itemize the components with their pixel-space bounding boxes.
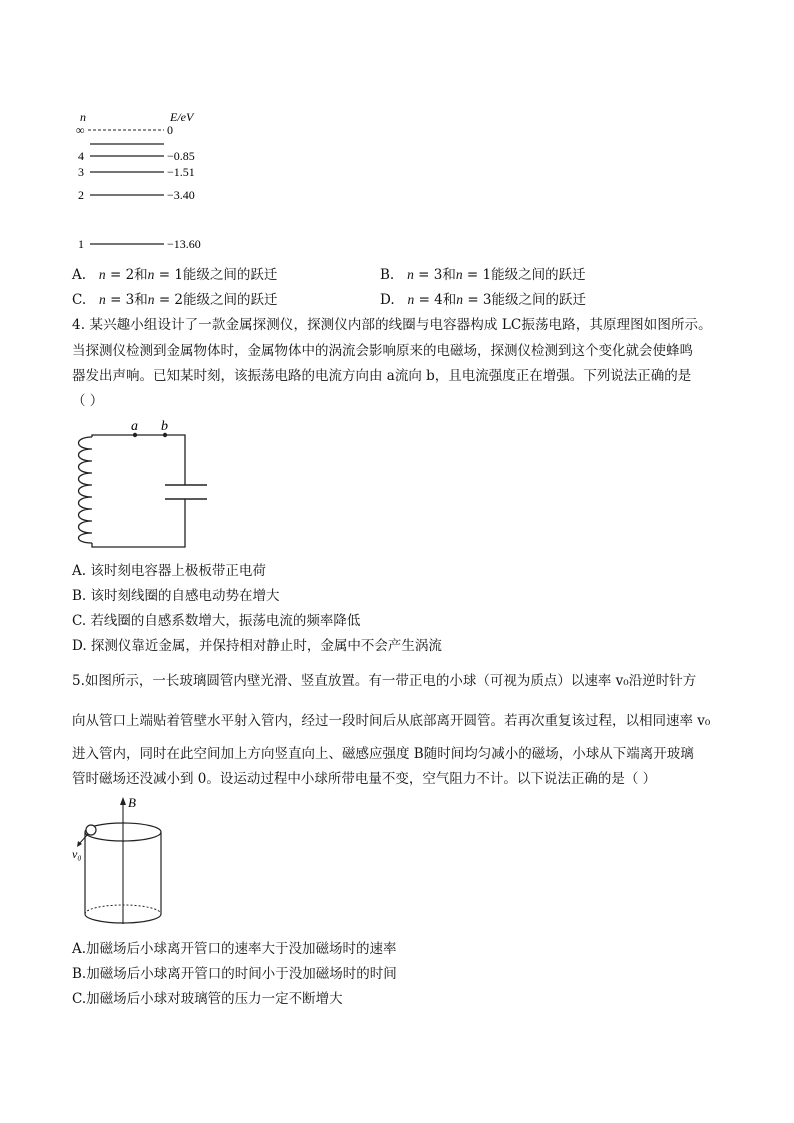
- circuit-wire: [92, 435, 185, 547]
- q4-option-c: C. 若线圈的自感系数增大，振荡电流的频率降低: [72, 613, 361, 629]
- q5-option-a: A.加磁场后小球离开管口的速率大于没加磁场时的速率: [72, 941, 397, 957]
- level-n-inf: ∞: [76, 123, 85, 137]
- q5-option-b: B.加磁场后小球离开管口的时间小于没加磁场时的时间: [72, 966, 397, 982]
- level-e-3: −1.51: [167, 165, 195, 179]
- q4-stem-line3: 器发出声响。已知某时刻，该振荡电路的电流方向由 a流向 b，且电流强度正在增强。下列说法正确的是: [72, 368, 692, 384]
- level-e-inf: 0: [167, 123, 173, 137]
- q4-stem-line4: （ ）: [72, 393, 104, 409]
- level-n-3: 3: [78, 165, 84, 179]
- velocity-label: v₀: [72, 847, 82, 861]
- q4-option-b: B. 该时刻线圈的自感电动势在增大: [72, 588, 280, 604]
- glass-tube-diagram: [70, 792, 180, 932]
- q3-option-d: D. n = 4和n = 3能级之间的跃迁: [380, 292, 587, 308]
- inductor-coil: [79, 437, 93, 543]
- level-n-1: 1: [78, 237, 84, 251]
- q5-stem-line2: 向从管口上端贴着管壁水平射入管内，经过一段时间后从底部离开圆管。若再次重复该过程，以相同速率 v₀: [72, 713, 711, 729]
- level-n-2: 2: [78, 188, 84, 202]
- energy-axis-label: E/eV: [170, 110, 194, 124]
- level-e-2: −3.40: [167, 188, 195, 202]
- level-e-1: −13.60: [167, 237, 201, 251]
- lc-circuit-diagram: [70, 415, 220, 555]
- q5-stem-line3: 进入管内，同时在此空间加上方向竖直向上、磁感应强度 B随时间均匀减小的磁场，小球从下端离开玻璃: [72, 746, 694, 762]
- q4-stem-line1: 4. 某兴趣小组设计了一款金属探测仪，探测仪内部的线圈与电容器构成 LC振荡电路，其原理图如图所示。: [72, 317, 712, 333]
- q5-stem-line1: 5.如图所示，一长玻璃圆管内壁光滑、竖直放置。有一带正电的小球（可视为质点）以速率 v₀沿逆时针方: [72, 673, 697, 689]
- point-a-label: a: [131, 419, 138, 434]
- level-e-4: −0.85: [167, 149, 195, 163]
- charged-ball: [86, 825, 96, 835]
- q3-option-b: B. n = 3和n = 1能级之间的跃迁: [380, 267, 586, 283]
- b-field-arrowhead: [120, 797, 126, 805]
- b-field-label: B: [128, 795, 136, 810]
- point-b-label: b: [161, 419, 168, 434]
- q3-option-a: A. n = 2和n = 1能级之间的跃迁: [72, 267, 278, 283]
- velocity-arrow: [79, 834, 88, 844]
- energy-level-diagram: [70, 105, 230, 255]
- level-n-4: 4: [78, 149, 84, 163]
- q3-option-c: C. n = 3和n = 2能级之间的跃迁: [72, 292, 278, 308]
- q4-option-d: D. 探测仪靠近金属，并保持相对静止时，金属中不会产生涡流: [72, 638, 442, 654]
- q5-stem-line4: 管时磁场还没减小到 0。设运动过程中小球所带电量不变，空气阻力不计。以下说法正确的是（ ）: [72, 771, 657, 787]
- n-axis-label: n: [80, 110, 86, 124]
- q4-stem-line2: 当探测仪检测到金属物体时，金属物体中的涡流会影响原来的电磁场，探测仪检测到这个变化就会使蜂鸣: [72, 343, 693, 359]
- q4-option-a: A. 该时刻电容器上极板带正电荷: [72, 563, 266, 579]
- q5-option-c: C.加磁场后小球对玻璃管的压力一定不断增大: [72, 991, 343, 1007]
